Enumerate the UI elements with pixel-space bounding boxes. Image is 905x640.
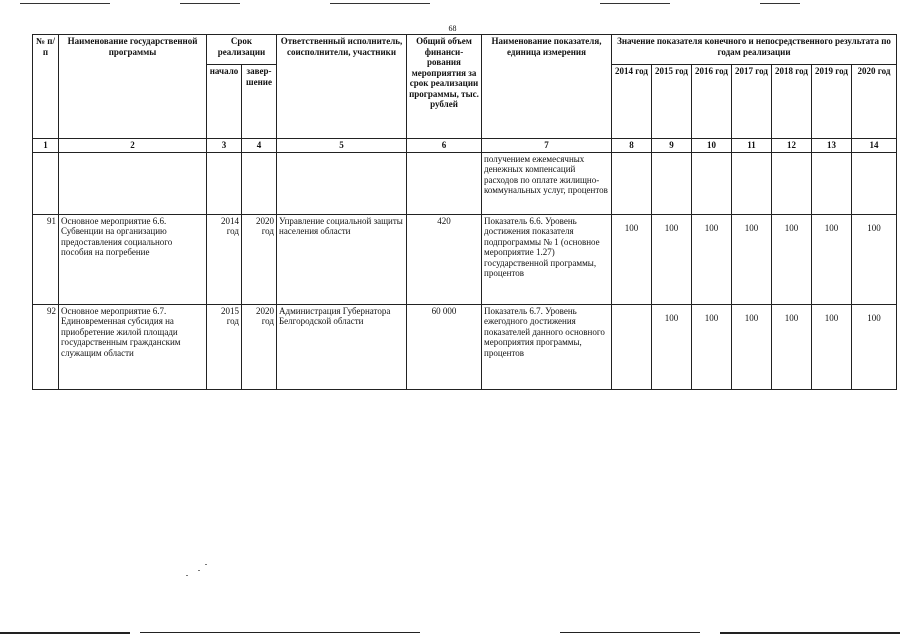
header-year: 2019 год xyxy=(812,65,852,139)
value-2016: 100 xyxy=(692,214,732,304)
column-number: 3 xyxy=(207,139,242,153)
top-edge-rule xyxy=(600,3,670,4)
table-row xyxy=(33,214,897,304)
header-year: 2017 год xyxy=(732,65,772,139)
value-2014 xyxy=(612,304,652,389)
column-number: 9 xyxy=(652,139,692,153)
column-number: 11 xyxy=(732,139,772,153)
column-number: 13 xyxy=(812,139,852,153)
program-name: Основное мероприятие 6.7. Единовременная субсидия на приобретение жилой площади государственным гражданским служащим области xyxy=(59,304,207,389)
value-2014: 100 xyxy=(612,214,652,304)
page-number: 68 xyxy=(448,24,457,33)
top-edge-rule xyxy=(20,3,110,4)
continuation-indicator: получением ежемесячных денежных компенсаций расходов по оплате жилищно-коммунальных услуг, процентов xyxy=(482,152,612,214)
header-volume: Общий объем финанси-рования мероприятия за срок реализации программы, тыс. рублей xyxy=(407,35,482,139)
value-2015: 100 xyxy=(652,304,692,389)
column-number: 14 xyxy=(852,139,897,153)
funding-volume: 420 xyxy=(407,214,482,304)
value-2015: 100 xyxy=(652,214,692,304)
header-year: 2015 год xyxy=(652,65,692,139)
header-program: Наименование государственной программы xyxy=(59,35,207,139)
header-year: 2016 год xyxy=(692,65,732,139)
column-number: 6 xyxy=(407,139,482,153)
column-number: 12 xyxy=(772,139,812,153)
value-2018: 100 xyxy=(772,214,812,304)
header-row-1 xyxy=(33,35,897,65)
bottom-edge-rule xyxy=(560,632,700,633)
header-responsible: Ответственный исполнитель, соисполнители, участники xyxy=(277,35,407,139)
header-end: завер-шение xyxy=(242,65,277,139)
responsible: Управление социальной защиты населения области xyxy=(277,214,407,304)
top-edge-rule xyxy=(760,3,800,4)
value-2020: 100 xyxy=(852,304,897,389)
end-year: 2020 год xyxy=(242,304,277,389)
value-2019: 100 xyxy=(812,214,852,304)
header-year: 2018 год xyxy=(772,65,812,139)
funding-volume: 60 000 xyxy=(407,304,482,389)
column-number: 8 xyxy=(612,139,652,153)
start-year: 2015 год xyxy=(207,304,242,389)
header-indicator: Наименование показателя, единица измерения xyxy=(482,35,612,139)
top-edge-rule xyxy=(330,3,430,4)
header-num: № п/п xyxy=(33,35,59,139)
header-year: 2020 год xyxy=(852,65,897,139)
header-term: Срок реализации xyxy=(207,35,277,65)
column-number: 5 xyxy=(277,139,407,153)
column-number: 2 xyxy=(59,139,207,153)
bottom-edge-rule xyxy=(720,632,900,634)
column-number: 7 xyxy=(482,139,612,153)
row-number: 91 xyxy=(33,214,59,304)
table-row xyxy=(33,304,897,389)
header-values: Значение показателя конечного и непосредственного результата по годам реализации xyxy=(612,35,897,65)
scan-speck xyxy=(198,570,200,571)
program-name: Основное мероприятие 6.6. Субвенции на организацию предоставления социального пособия на погребение xyxy=(59,214,207,304)
top-edge-rule xyxy=(180,3,240,4)
scan-speck xyxy=(205,564,207,565)
row-number: 92 xyxy=(33,304,59,389)
column-number: 4 xyxy=(242,139,277,153)
value-2016: 100 xyxy=(692,304,732,389)
bottom-edge-rule xyxy=(0,632,130,634)
column-number: 10 xyxy=(692,139,732,153)
column-number: 1 xyxy=(33,139,59,153)
responsible: Администрация Губернатора Белгородской области xyxy=(277,304,407,389)
program-table xyxy=(32,34,897,390)
end-year: 2020 год xyxy=(242,214,277,304)
column-number-row xyxy=(33,139,897,153)
scan-speck xyxy=(186,575,188,576)
bottom-edge-rule xyxy=(140,632,420,633)
indicator: Показатель 6.6. Уровень достижения показателя подпрограммы № 1 (основное мероприятие 1.27) государственной программы, процентов xyxy=(482,214,612,304)
value-2020: 100 xyxy=(852,214,897,304)
value-2019: 100 xyxy=(812,304,852,389)
start-year: 2014 год xyxy=(207,214,242,304)
indicator: Показатель 6.7. Уровень ежегодного достижения показателей данного основного мероприятия программы, процентов xyxy=(482,304,612,389)
value-2017: 100 xyxy=(732,214,772,304)
header-start: начало xyxy=(207,65,242,139)
value-2017: 100 xyxy=(732,304,772,389)
header-year: 2014 год xyxy=(612,65,652,139)
continuation-row xyxy=(33,152,897,214)
value-2018: 100 xyxy=(772,304,812,389)
